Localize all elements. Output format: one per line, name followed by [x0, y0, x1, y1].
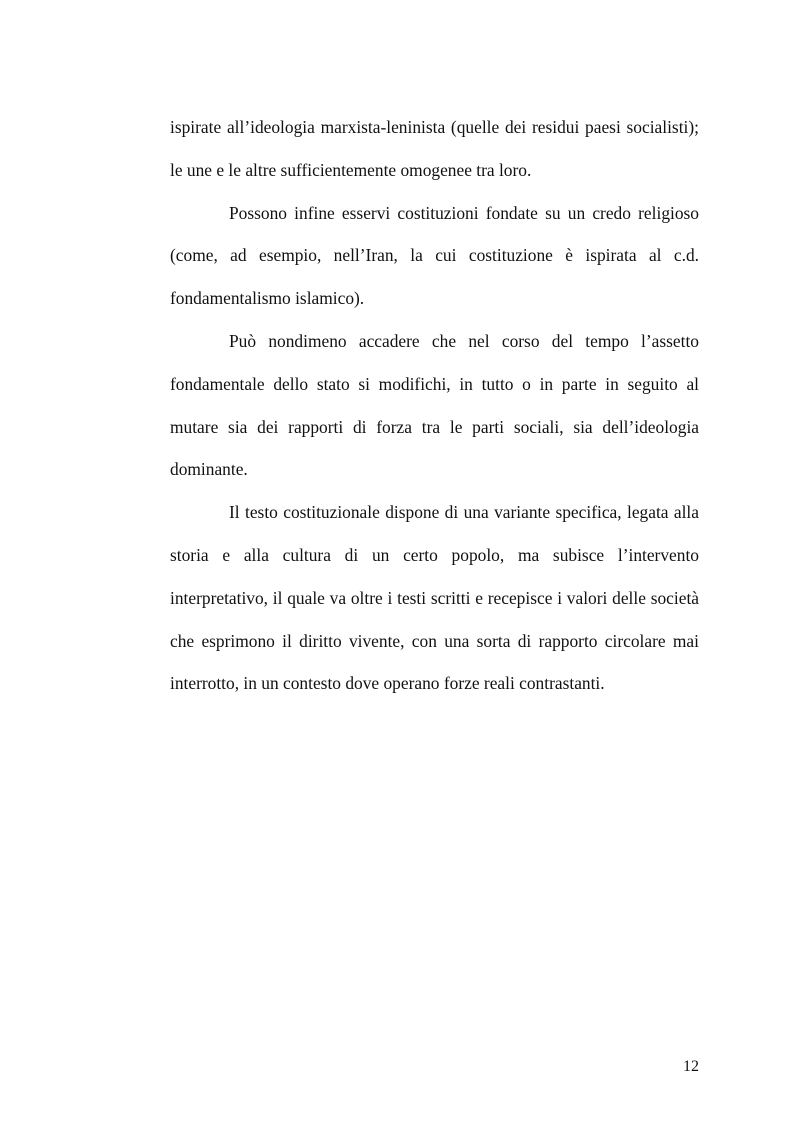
paragraph-interpretation: Il testo costituzionale dispone di una variante specifica, legata alla storia e alla cultura di un certo popolo, ma subisce l’intervento interpretativo, il quale va oltre i testi scritti e recepisce i valori delle società che esprimono il diritto vivente, con una sorta di rapporto circolare mai interrotto, in un contesto dove operano forze reali contrastanti.	[170, 502, 699, 694]
body-text	[170, 106, 699, 705]
paragraph-constitutional-change: Può nondimeno accadere che nel corso del tempo l’assetto fondamentale dello stato si modifichi, in tutto o in parte in seguito al mutare sia dei rapporti di forza tra le parti sociali, sia dell’ideologia dominante.	[170, 330, 699, 480]
page-number: 12	[683, 1058, 699, 1075]
paragraph-religious-constitutions: Possono infine esservi costituzioni fondate su un credo religioso (come, ad esempio, nell’Iran, la cui costituzione è ispirata al c.d. fondamentalismo islamico).	[170, 202, 699, 309]
paragraph-continuation: ispirate all’ideologia marxista-leninista (quelle dei residui paesi socialisti); le une e le altre sufficientemente omogenee tra loro.	[170, 117, 699, 180]
